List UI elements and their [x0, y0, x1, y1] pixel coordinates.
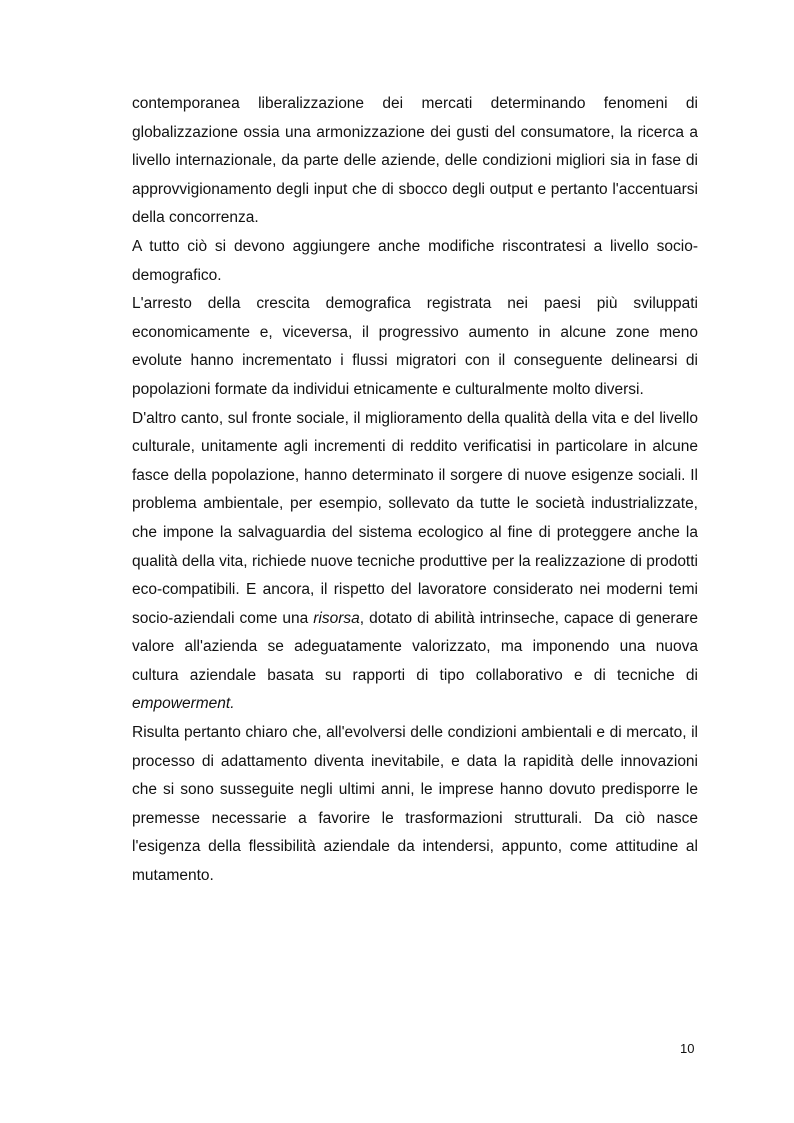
body-text	[132, 90, 698, 891]
paragraph-4-text-before: D'altro canto, sul fronte sociale, il miglioramento della qualità della vita e del livello culturale, unitamente agli incrementi di reddito verificatisi in particolare in alcune fasce della popolazione, hanno determinato il sorgere di nuove esigenze sociali. Il problema ambientale, per esempio, sollevato da tutte le società industrializzate, che impone la salvaguardia del sistema ecologico al fine di proteggere anche la qualità della vita, richiede nuove tecniche produttive per la realizzazione di prodotti eco-compatibili. E ancora, il rispetto del lavoratore considerato nei moderni temi socio-aziendali come una	[132, 409, 698, 627]
page-number: 10	[680, 1041, 695, 1056]
paragraph-2: A tutto ciò si devono aggiungere anche modifiche riscontratesi a livello socio-demografico.	[132, 237, 698, 284]
paragraph-5: Risulta pertanto chiaro che, all'evolversi delle condizioni ambientali e di mercato, il processo di adattamento diventa inevitabile, e data la rapidità delle innovazioni che si sono susseguite negli ultimi anni, le imprese hanno dovuto predisporre le premesse necessarie a favorire le trasformazioni strutturali. Da ciò nasce l'esigenza della flessibilità aziendale da intendersi, appunto, come attitudine al mutamento.	[132, 724, 698, 885]
paragraph-4	[132, 405, 698, 720]
paragraph-1: contemporanea liberalizzazione dei mercati determinando fenomeni di globalizzazione ossia una armonizzazione dei gusti del consumatore, la ricerca a livello internazionale, da parte delle aziende, delle condizioni migliori sia in fase di approvvigionamento degli input che di sbocco degli output e pertanto l'accentuarsi della concorrenza.	[132, 95, 698, 227]
paragraph-4-italic-empowerment: empowerment.	[132, 695, 235, 713]
paragraph-4-italic-risorsa: risorsa	[313, 609, 360, 627]
paragraph-3: L'arresto della crescita demografica registrata nei paesi più sviluppati economicamente e, viceversa, il progressivo aumento in alcune zone meno evolute hanno incrementato i flussi migratori con il conseguente delinearsi di popolazioni formate da individui etnicamente e culturalmente molto diversi.	[132, 295, 698, 398]
paragraph-4-text-middle: , dotato di abilità intrinseche, capace di generare valore all'azienda se adeguatamente valorizzato, ma imponendo una nuova cultura aziendale basata su rapporti di tipo collaborativo e di tecniche di	[132, 609, 699, 684]
